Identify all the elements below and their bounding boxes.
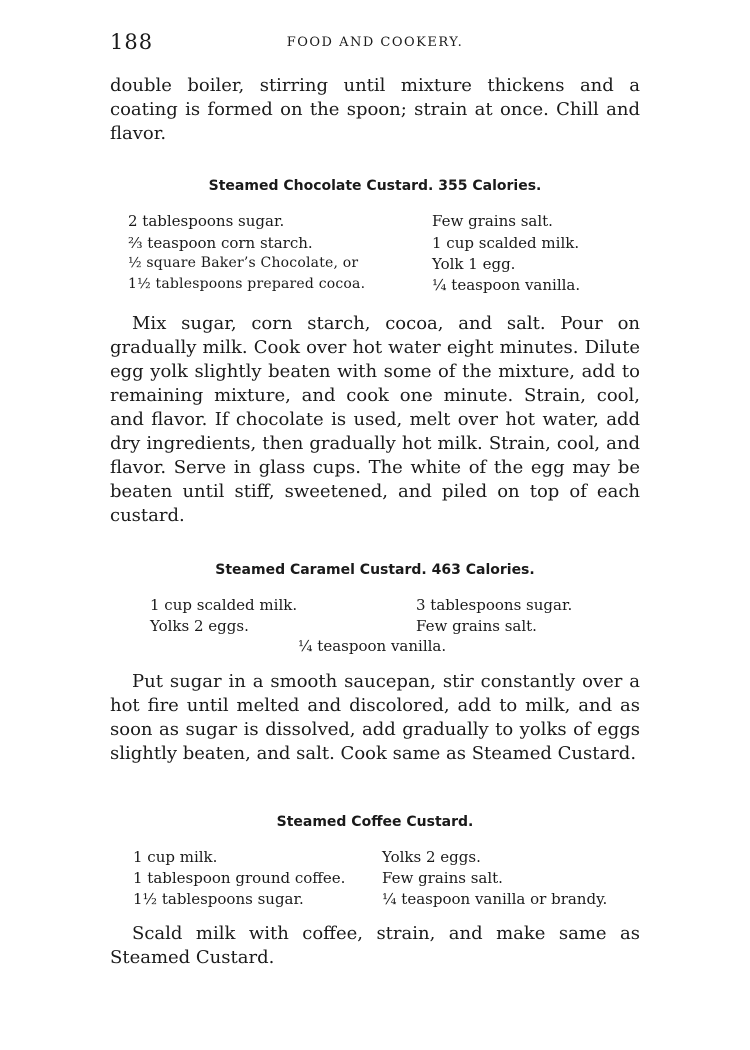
- running-title: FOOD AND COOKERY.: [286, 35, 464, 50]
- caramel-custard-heading: Steamed Caramel Custard. 463 Calories.: [215, 562, 535, 578]
- caramel-directions: Put sugar in a smooth saucepan, stir constantly over a hot fire until melted and discolored, add to milk, and as soon as sugar is dissolved, add gradually to yolks of eggs slightly beaten, and salt. Cook same as Steamed Custard.: [110, 671, 640, 764]
- chocolate-custard-heading: Steamed Chocolate Custard. 355 Calories.: [208, 178, 542, 194]
- intro-paragraph: double boiler, stirring until mixture thickens and a coating is formed on the spoon; strain at once. Chill and flavor.: [110, 75, 640, 144]
- ingredient-item: 1½ tablespoons prepared cocoa.: [128, 276, 366, 292]
- ingredient-item: Few grains salt.: [432, 212, 553, 230]
- coffee-directions: Scald milk with coffee, strain, and make same as Steamed Custard.: [110, 923, 640, 968]
- ingredient-item: ¼ teaspoon vanilla.: [432, 276, 581, 294]
- ingredient-item: 1 cup milk.: [133, 848, 218, 866]
- ingredient-item: ½ square Baker’s Chocolate, or: [128, 255, 359, 271]
- ingredient-item: Yolks 2 eggs.: [382, 848, 481, 866]
- ingredient-item: Yolks 2 eggs.: [150, 617, 249, 635]
- ingredient-item: 3 tablespoons sugar.: [416, 596, 573, 614]
- ingredient-item: 2 tablespoons sugar.: [128, 212, 285, 230]
- ingredient-item: ⅔ teaspoon corn starch.: [128, 234, 313, 252]
- ingredient-item: ¼ teaspoon vanilla or brandy.: [382, 890, 608, 908]
- ingredient-item: ¼ teaspoon vanilla.: [298, 637, 447, 655]
- page-number: 188: [110, 30, 154, 54]
- ingredient-item: 1 tablespoon ground coffee.: [133, 869, 346, 887]
- ingredient-item: 1 cup scalded milk.: [432, 234, 580, 252]
- coffee-custard-heading: Steamed Coffee Custard.: [276, 814, 474, 830]
- page-header: [110, 30, 640, 56]
- ingredient-item: Few grains salt.: [416, 617, 537, 635]
- ingredient-item: 1 cup scalded milk.: [150, 596, 298, 614]
- chocolate-directions: Mix sugar, corn starch, cocoa, and salt. Pour on gradually milk. Cook over hot water eight minutes. Dilute egg yolk slightly beaten with some of the mixture, add to remaining mixture, and cook one minute. Strain, cool, and flavor. If chocolate is used, melt over hot water, add dry ingredients, then gradually hot milk. Strain, cool, and flavor. Serve in glass cups. The white of the egg may be beaten until stiff, sweetened, and piled on top of each custard.: [110, 313, 640, 526]
- ingredient-item: 1½ tablespoons sugar.: [133, 890, 304, 908]
- ingredient-item: Yolk 1 egg.: [432, 255, 516, 273]
- ingredient-item: Few grains salt.: [382, 869, 503, 887]
